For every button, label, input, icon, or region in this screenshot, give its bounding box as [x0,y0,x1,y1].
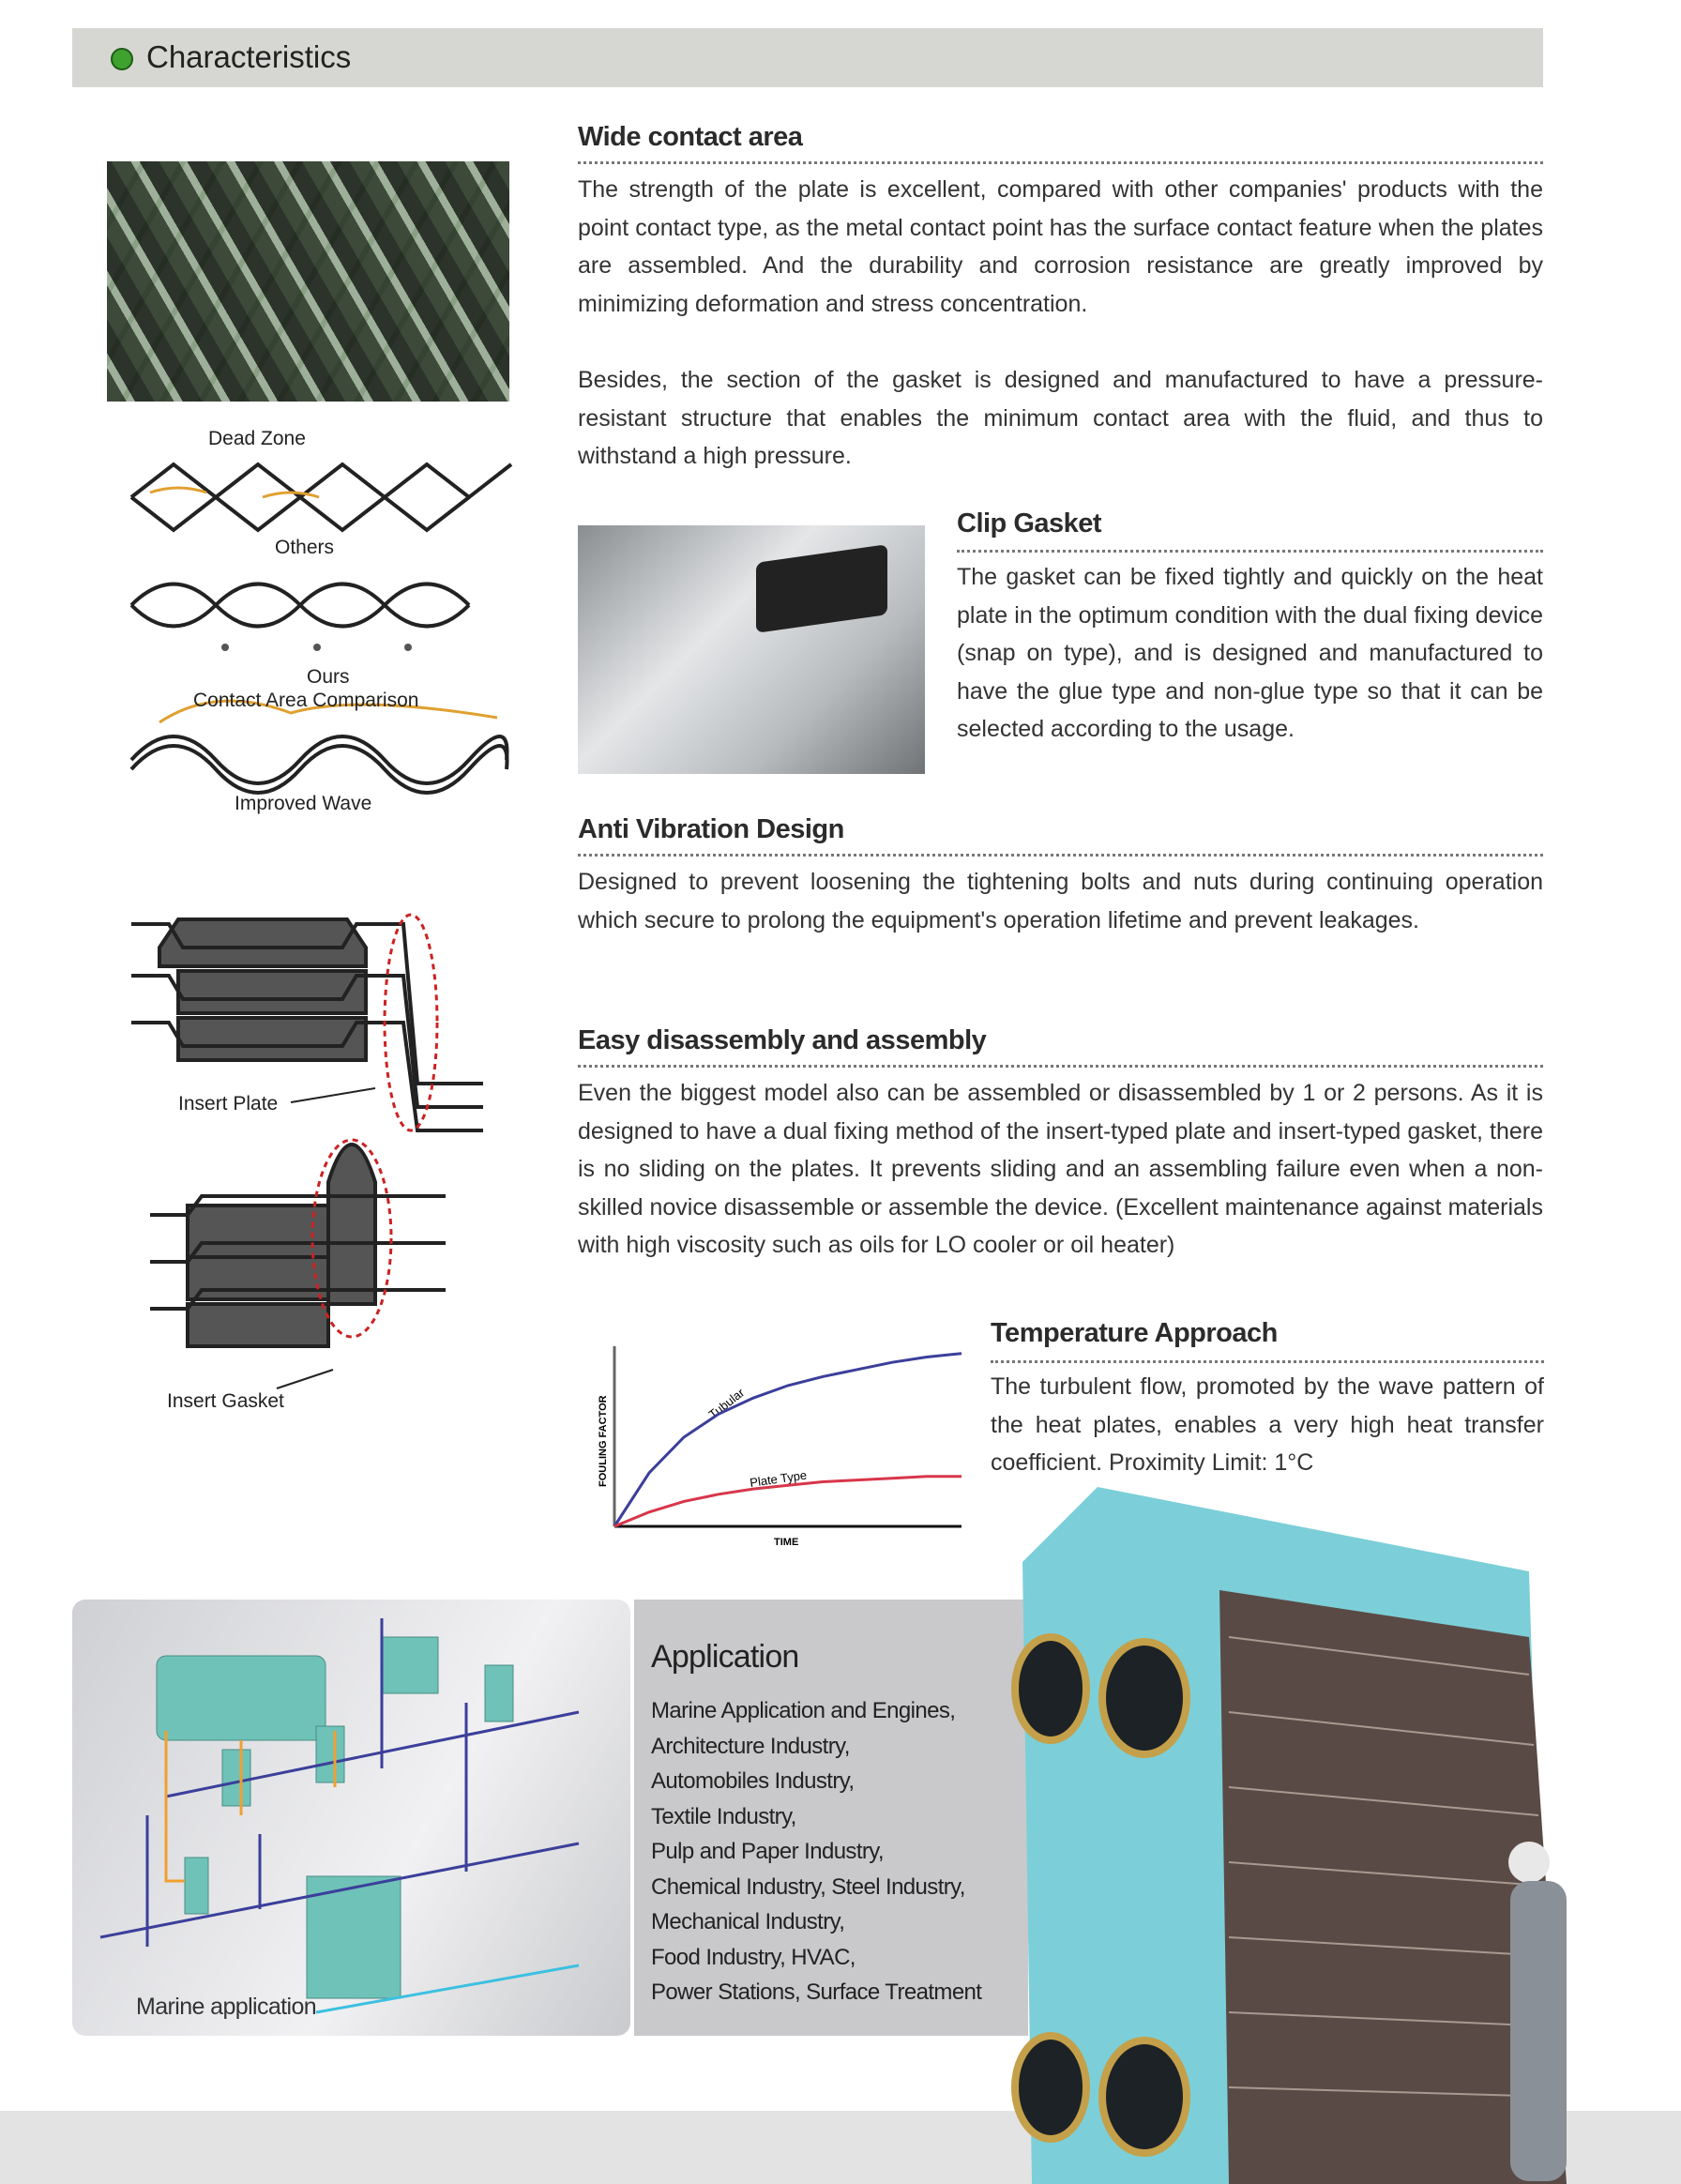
temperature-approach-text: The turbulent flow, promoted by the wave pattern of the heat plates, enables a very high heat transfer coefficient. Proximity Limit: 1°C [991,1373,1544,1476]
easy-assembly-text: Even the biggest model also can be assembled or disassembled by 1 or 2 persons. As it is designed to have a dual fixing method of the insert-typed plate and insert-typed gasket, there is no sliding on the plates. It prevents sliding and an assembling failure even when a non-skilled novice disassemble or assemble the device. (Excellent maintenance against materials with high viscosity such as oils for LO cooler or oil heater) [578,1080,1543,1258]
divider [578,1065,1543,1068]
application-item: Power Stations, Surface Treatment [651,1979,982,2005]
x-axis-label: TIME [774,1537,799,1548]
divider [991,1360,1544,1363]
y-axis-label: FOULING FACTOR [598,1395,609,1487]
insert-plate-label: Insert Plate [178,1093,279,1115]
marine-piping-diagram [72,1600,630,2036]
divider [578,854,1543,857]
application-item: Marine Application and Engines, [651,1698,956,1723]
clip-gasket-photo [578,525,925,774]
plate-heat-exchanger-photo [1004,1487,1623,2184]
marine-application-caption: Marine application [136,1994,317,2020]
wide-contact-text-2: Besides, the section of the gasket is designed and manufactured to have a pressure-resistant structure that enables the minimum contact area with the fluid, and thus to withstand a high pressure. [578,367,1543,469]
others-label: Others [275,537,335,558]
wide-contact-heading: Wide contact area [578,122,803,152]
marine-application-panel [72,1600,630,2036]
wide-contact-text-1: The strength of the plate is excellent, compared with other companies' products with the point contact type, as the metal contact point has the surface contact feature when the plates are assembled. And the durability and corrosion resistance are greatly improved by minimizing deformation and stress concentration. [578,176,1543,317]
plate-pattern-photo [107,161,509,402]
divider [957,550,1543,553]
anti-vibration-text: Designed to prevent loosening the tightening bolts and nuts during continuing operation which secure to prolong the equipment's operation lifetime and prevent leakages. [578,869,1543,933]
comparison-label: Contact Area Comparison [193,690,419,711]
page-title: Characteristics [146,39,352,74]
divider [578,161,1543,164]
application-item: Pulp and Paper Industry, [651,1839,884,1864]
application-list [651,1693,981,2010]
application-item: Textile Industry, [651,1803,796,1829]
fouling-chart [591,1337,966,1553]
application-panel [634,1600,1028,2036]
application-item: Mechanical Industry, [651,1909,845,1934]
wave-comparison-diagram [122,422,516,816]
anti-vibration-heading: Anti Vibration Design [578,814,844,844]
series-line-0 [614,1354,962,1526]
application-item: Architecture Industry, [651,1733,850,1759]
application-item: Food Industry, HVAC, [651,1944,856,1970]
application-item: Automobiles Industry, [651,1768,855,1794]
series-label-tubular: Tubular [705,1385,748,1422]
ours-label: Ours [307,666,350,688]
clip-icon [756,544,887,633]
dead-zone-label: Dead Zone [208,428,306,449]
series-label-plate: Plate Type [749,1467,809,1490]
insert-plate-gasket-diagram [122,901,516,1426]
insert-gasket-label: Insert Gasket [167,1390,284,1412]
clip-gasket-heading: Clip Gasket [957,508,1102,538]
clip-gasket-text: The gasket can be fixed tightly and quickly on the heat plate in the optimum condition with the dual fixing device (snap on type), and is designed and manufactured to have the glue type and non-glue type so that it can be selected according to the usage. [957,564,1543,742]
improved-wave-label: Improved Wave [235,793,372,814]
easy-assembly-heading: Easy disassembly and assembly [578,1025,987,1055]
temperature-approach-heading: Temperature Approach [991,1318,1278,1348]
worker-figure [1508,1842,1567,2181]
application-item: Chemical Industry, Steel Industry, [651,1873,965,1900]
green-bullet-icon [111,48,133,70]
application-heading: Application [651,1639,799,1675]
